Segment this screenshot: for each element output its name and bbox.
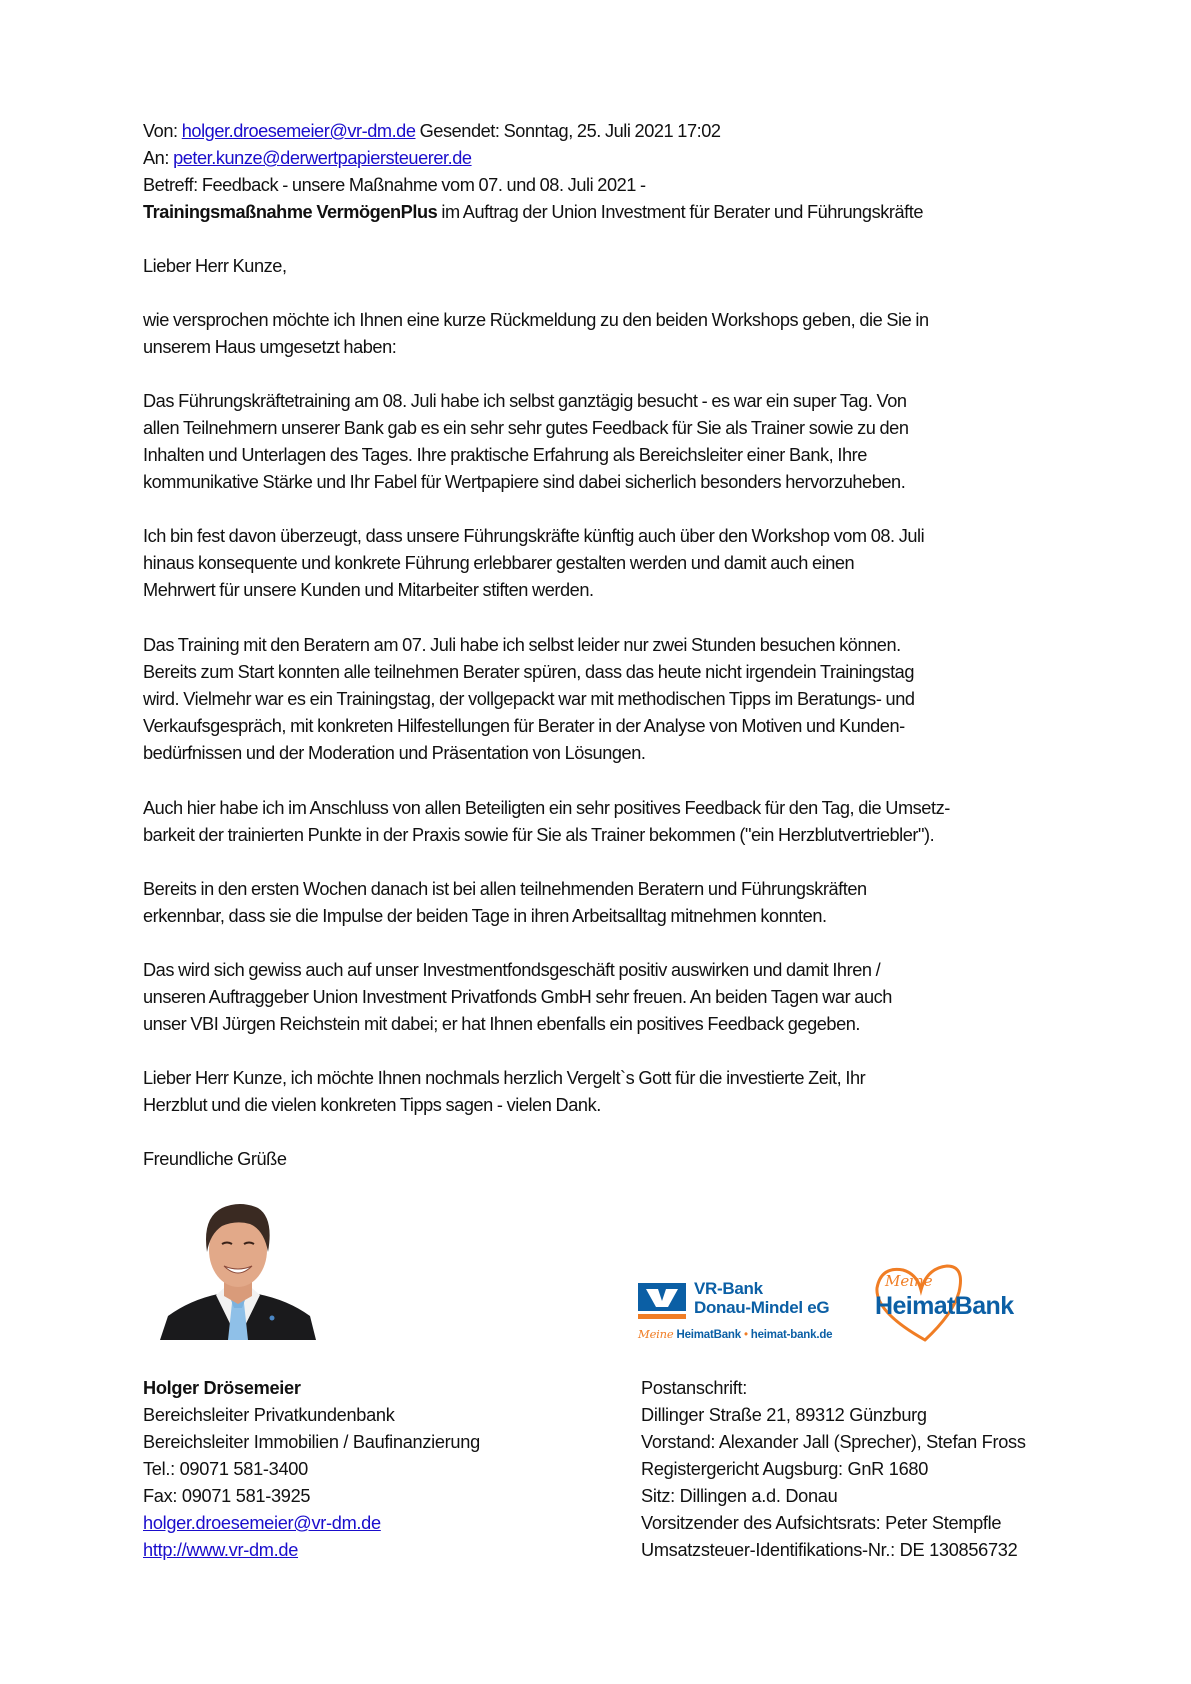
paragraph-line: unseren Auftraggeber Union Investment Privatfonds GmbH sehr freuen. An beiden Tagen war auch [143, 987, 892, 1007]
paragraph-3 [143, 523, 1163, 604]
from-line [143, 118, 1163, 145]
tagline-url: heimat-bank.de [750, 1329, 833, 1341]
from-email-link[interactable]: holger.droesemeier@vr-dm.de [181, 121, 416, 141]
paragraph-1 [143, 307, 1163, 361]
company-board: Vorstand: Alexander Jall (Sprecher), Stefan Fross [641, 1432, 1026, 1452]
subject-line [143, 172, 1163, 199]
email-header [143, 118, 1163, 226]
from-label: Von: [143, 121, 178, 141]
paragraph-2 [143, 388, 1163, 496]
signature-name-text: Holger Drösemeier [143, 1378, 301, 1398]
paragraph-line: Auch hier habe ich im Anschluss von allen Beteiligten ein sehr positives Feedback für den Tag, die Umsetz- [143, 798, 950, 818]
to-label: An: [143, 148, 169, 168]
paragraph-line: Das Training mit den Beratern am 07. Juli habe ich selbst leider nur zwei Stunden besuchen können. [143, 635, 901, 655]
signature-website-link[interactable]: http://www.vr-dm.de [143, 1540, 299, 1560]
signature-block [143, 1375, 480, 1564]
signature-name [143, 1375, 480, 1402]
signature-phone: Tel.: 09071 581-3400 [143, 1459, 308, 1479]
paragraph-line: wie versprochen möchte ich Ihnen eine kurze Rückmeldung zu den beiden Workshops geben, die Sie in [143, 310, 929, 330]
paragraph-line: hinaus konsequente und konkrete Führung erlebbarer gestalten werden und damit auch einen [143, 553, 855, 573]
greeting [143, 253, 1163, 280]
postal-label: Postanschrift: [641, 1378, 747, 1398]
company-vat: Umsatzsteuer-Identifikations-Nr.: DE 130856732 [641, 1540, 1018, 1560]
signature-email-link[interactable]: holger.droesemeier@vr-dm.de [143, 1513, 381, 1533]
tagline-separator: • [743, 1329, 748, 1341]
vr-bank-tagline [638, 1327, 832, 1341]
company-seat: Sitz: Dillingen a.d. Donau [641, 1486, 838, 1506]
paragraph-line: erkennbar, dass sie die Impulse der beiden Tage in ihren Arbeitsalltag mitnehmen konnten. [143, 906, 827, 926]
subject-label: Betreff: [143, 175, 198, 195]
tagline-brand: HeimatBank [676, 1329, 741, 1341]
tagline-script: Meine [638, 1327, 674, 1341]
paragraph-line: unser VBI Jürgen Reichstein mit dabei; er hat Ihnen ebenfalls ein positives Feedback gegeben. [143, 1014, 861, 1034]
paragraph-8 [143, 1065, 1163, 1119]
subject-line-2 [143, 199, 1163, 226]
paragraph-line: Bereits in den ersten Wochen danach ist bei allen teilnehmenden Beratern und Führungskräften [143, 879, 867, 899]
paragraph-line: Das wird sich gewiss auch auf unser Investmentfondsgeschäft positiv auswirken und damit Ihren / [143, 960, 881, 980]
signature-title-1: Bereichsleiter Privatkundenbank [143, 1405, 395, 1425]
to-line [143, 145, 1163, 172]
vr-bank-logo-icon [638, 1279, 848, 1345]
paragraph-line: Das Führungskräftetraining am 08. Juli habe ich selbst ganztägig besucht - es war ein super Tag. Von [143, 391, 907, 411]
heimatbank-logo [865, 1262, 1045, 1342]
paragraph-line: Herzblut und die vielen konkreten Tipps sagen - vielen Dank. [143, 1095, 601, 1115]
paragraph-7 [143, 957, 1163, 1038]
greeting-text: Lieber Herr Kunze, [143, 256, 287, 276]
paragraph-line: Verkaufsgespräch, mit konkreten Hilfestellungen für Berater in der Analyse von Motiven und Kunden- [143, 716, 905, 736]
vr-bank-line2: Donau-Mindel eG [694, 1298, 830, 1317]
paragraph-line: wird. Vielmehr war es ein Trainingstag, der vollgepackt war mit methodischen Tipps im Beratungs- und [143, 689, 915, 709]
vr-bank-line1: VR-Bank [694, 1279, 763, 1298]
paragraph-line: kommunikative Stärke und Ihr Fabel für Wertpapiere sind dabei sicherlich besonders hervorzuheben. [143, 472, 906, 492]
paragraph-line: Mehrwert für unsere Kunden und Mitarbeiter stiften werden. [143, 580, 594, 600]
paragraph-line: unserem Haus umgesetzt haben: [143, 337, 397, 357]
portrait-photo-icon [160, 1200, 316, 1340]
company-address: Dillinger Straße 21, 89312 Günzburg [641, 1405, 927, 1425]
subject-rest: im Auftrag der Union Investment für Berater und Führungskräfte [441, 202, 924, 222]
vr-bank-name [694, 1279, 829, 1317]
signature-title-2: Bereichsleiter Immobilien / Baufinanzierung [143, 1432, 480, 1452]
paragraph-line: Ich bin fest davon überzeugt, dass unsere Führungskräfte künftig auch über den Workshop vom 08. Juli [143, 526, 925, 546]
paragraph-5 [143, 795, 1163, 849]
paragraph-line: Lieber Herr Kunze, ich möchte Ihnen nochmals herzlich Vergelt`s Gott für die investierte Zeit, Ihr [143, 1068, 866, 1088]
paragraph-4 [143, 632, 1163, 767]
to-email-link[interactable]: peter.kunze@derwertpapiersteuerer.de [173, 148, 472, 168]
paragraph-line: Inhalten und Unterlagen des Tages. Ihre praktische Erfahrung als Bereichsleiter einer Bank, Ihre [143, 445, 867, 465]
paragraph-line: barkeit der trainierten Punkte in der Praxis sowie für Sie als Trainer bekommen ("ein Herzblutvertriebler"). [143, 825, 935, 845]
company-supervisory: Vorsitzender des Aufsichtsrats: Peter Stempfle [641, 1513, 1002, 1533]
signature-fax: Fax: 09071 581-3925 [143, 1486, 311, 1506]
company-info [641, 1375, 1026, 1564]
paragraph-line: bedürfnissen und der Moderation und Präsentation von Lösungen. [143, 743, 646, 763]
paragraph-6 [143, 876, 1163, 930]
closing-text: Freundliche Grüße [143, 1149, 287, 1169]
heimatbank-script: Meine [885, 1272, 933, 1290]
heimatbank-brand: HeimatBank [875, 1292, 1014, 1320]
sent-label: Gesendet: [419, 121, 500, 141]
signature-email-line [143, 1510, 480, 1537]
subject-value: Feedback - unsere Maßnahme vom 07. und 08. Juli 2021 - [201, 175, 646, 195]
paragraph-line: allen Teilnehmern unserer Bank gab es ein sehr sehr gutes Feedback für Sie als Trainer sowie zu den [143, 418, 909, 438]
paragraph-line: Bereits zum Start konnten alle teilnehmen Berater spüren, dass das heute nicht irgendein Trainingstag [143, 662, 915, 682]
signature-web-line [143, 1537, 480, 1564]
sent-value: Sonntag, 25. Juli 2021 17:02 [503, 121, 721, 141]
subject-bold: Trainingsmaßnahme VermögenPlus [143, 202, 438, 222]
company-register: Registergericht Augsburg: GnR 1680 [641, 1459, 929, 1479]
closing [143, 1146, 1163, 1173]
